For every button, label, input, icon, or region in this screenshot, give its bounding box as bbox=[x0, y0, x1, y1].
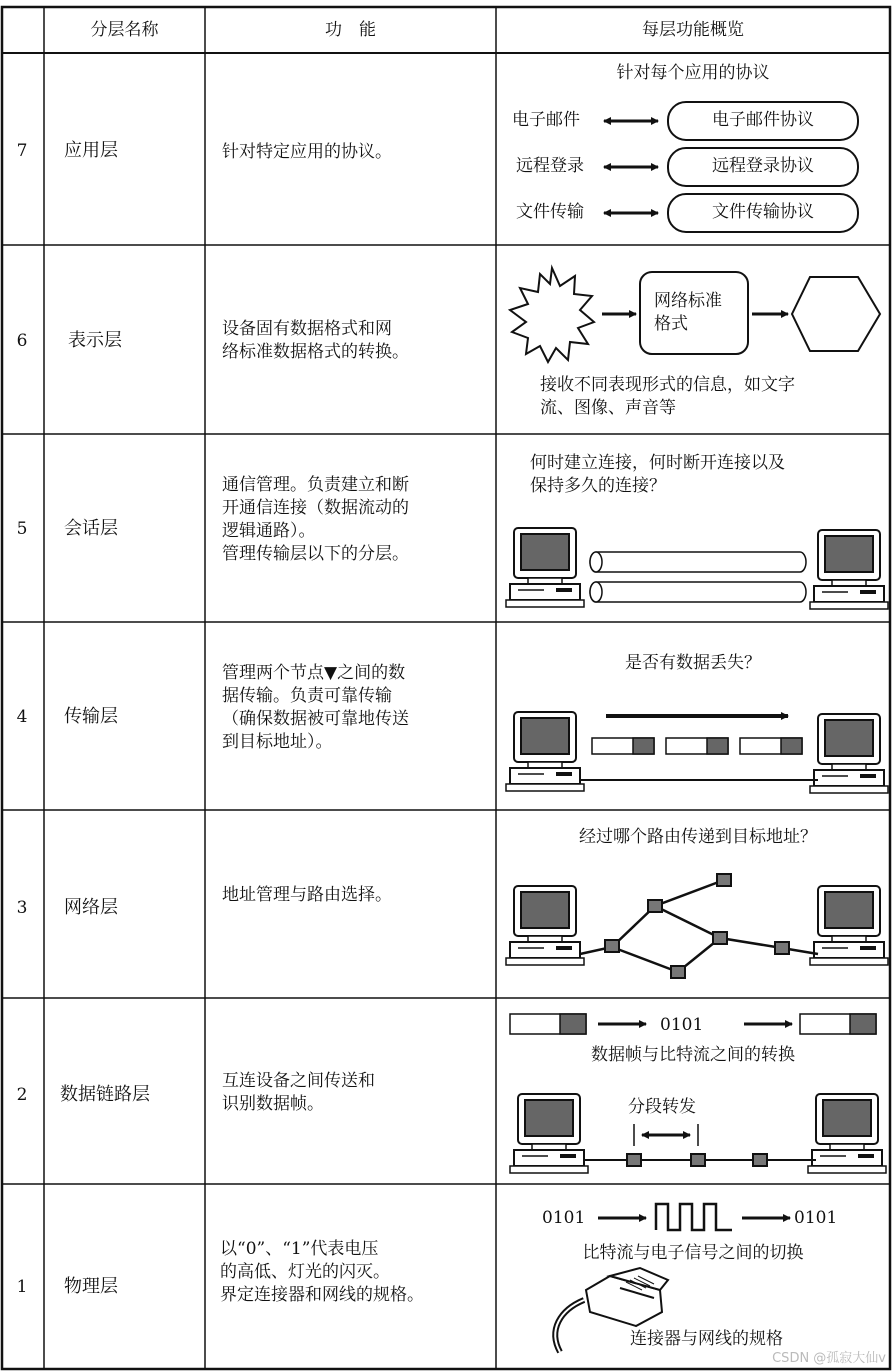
layer-5-name: 会话层 bbox=[64, 518, 118, 539]
layer-1-number: 1 bbox=[16, 1277, 28, 1297]
layer-7-proto-email: 电子邮件协议 bbox=[712, 110, 814, 130]
layer-7-app-remote: 远程登录 bbox=[516, 156, 584, 176]
layer-7-app-email: 电子邮件 bbox=[512, 110, 580, 130]
layer-2-caption: 数据帧与比特流之间的转换 bbox=[591, 1045, 795, 1065]
network-diagram bbox=[506, 874, 888, 978]
layer-4-function: 管理两个节点▼之间的数 据传输。负责可靠传输 （确保数据被可靠地传送 到目标地址）。 bbox=[222, 663, 409, 752]
layer-7-name: 应用层 bbox=[64, 140, 118, 161]
session-diagram bbox=[506, 528, 888, 609]
header-function: 功 能 bbox=[325, 20, 376, 40]
layer-5-function: 通信管理。负责建立和断 开通信连接（数据流动的 逻辑通路）。 管理传输层以下的分层。 bbox=[222, 475, 409, 564]
layer-1-caption: 比特流与电子信号之间的切换 bbox=[582, 1243, 804, 1263]
layer-2-segment-label: 分段转发 bbox=[628, 1097, 696, 1117]
layer-5-caption: 何时建立连接，何时断开连接以及 保持多久的连接？ bbox=[530, 453, 785, 496]
layer-1-function: 以“0”、“1”代表电压 的高低、灯光的闪灭。 界定连接器和网线的规格。 bbox=[220, 1239, 424, 1305]
transport-diagram bbox=[506, 712, 888, 793]
layer-6-number: 6 bbox=[16, 331, 28, 351]
layer-1-connector-caption: 连接器与网线的规格 bbox=[630, 1329, 783, 1349]
layer-1-bits-right: 0101 bbox=[794, 1208, 838, 1228]
layer-7-proto-remote: 远程登录协议 bbox=[712, 156, 814, 176]
layer-6-standard-format-box: 网络标准 格式 bbox=[654, 291, 722, 334]
layer-1-bits-left: 0101 bbox=[542, 1208, 586, 1228]
layer-3-number: 3 bbox=[16, 898, 28, 918]
layer-7-app-file: 文件传输 bbox=[516, 202, 584, 222]
layer-4-name: 传输层 bbox=[64, 706, 118, 727]
layer-3-name: 网络层 bbox=[64, 897, 118, 918]
layer-2-bits: 0101 bbox=[660, 1015, 704, 1035]
layer-5-number: 5 bbox=[16, 519, 28, 539]
datalink-diagram bbox=[510, 1014, 886, 1173]
header-overview: 每层功能概览 bbox=[642, 20, 744, 40]
layer-4-caption: 是否有数据丢失？ bbox=[625, 653, 761, 673]
header-layer-name: 分层名称 bbox=[90, 20, 159, 40]
layer-7-overview-title: 针对每个应用的协议 bbox=[616, 63, 770, 83]
layer-6-function: 设备固有数据格式和网 络标准数据格式的转换。 bbox=[222, 319, 409, 362]
watermark-text: CSDN @孤寂大仙v bbox=[772, 1351, 886, 1366]
layer-4-number: 4 bbox=[16, 707, 28, 727]
layer-2-name: 数据链路层 bbox=[60, 1084, 150, 1105]
layer-6-name: 表示层 bbox=[68, 330, 122, 351]
layer-7-number: 7 bbox=[16, 141, 28, 161]
layer-2-number: 2 bbox=[16, 1085, 28, 1105]
layer-3-caption: 经过哪个路由传递到目标地址？ bbox=[579, 827, 817, 847]
layer-1-name: 物理层 bbox=[64, 1276, 118, 1297]
layer-3-function: 地址管理与路由选择。 bbox=[222, 885, 392, 905]
layer-2-function: 互连设备之间传送和 识别数据帧。 bbox=[222, 1071, 375, 1114]
layer-7-function: 针对特定应用的协议。 bbox=[222, 142, 392, 162]
layer-6-caption: 接收不同表现形式的信息，如文字 流、图像、声音等 bbox=[540, 375, 795, 418]
layer-7-proto-file: 文件传输协议 bbox=[712, 202, 814, 222]
